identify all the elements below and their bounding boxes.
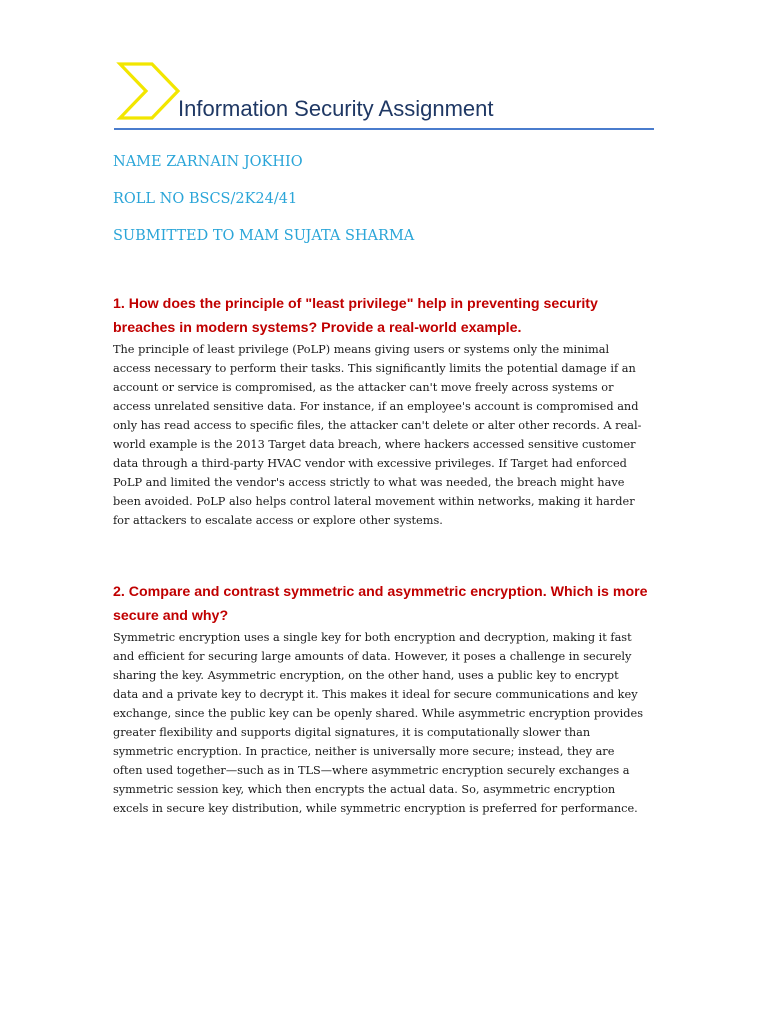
answer-line: often used together—such as in TLS—where asymmetric encryption securely exchanges a bbox=[113, 764, 630, 777]
answer-line: PoLP and limited the vendor's access strictly to what was needed, the breach might have bbox=[113, 476, 625, 489]
question-1-heading bbox=[113, 292, 658, 340]
answer-line: symmetric encryption. In practice, neither is universally more secure; instead, they are bbox=[113, 745, 615, 758]
answer-line: data and a private key to decrypt it. This makes it ideal for secure communications and key bbox=[113, 688, 638, 701]
answer-line: access unrelated sensitive data. For instance, if an employee's account is compromised and bbox=[113, 400, 639, 413]
question-1-heading-line: breaches in modern systems? Provide a real-world example. bbox=[113, 320, 522, 336]
answer-line: access necessary to perform their tasks. This significantly limits the potential damage if an bbox=[113, 362, 636, 375]
answer-line: only has read access to specific files, the attacker can't delete or alter other records. A real- bbox=[113, 419, 642, 432]
answer-line: and efficient for securing large amounts of data. However, it poses a challenge in securely bbox=[113, 650, 632, 663]
question-2-heading-line: secure and why? bbox=[113, 608, 229, 624]
answer-line: been avoided. PoLP also helps control lateral movement within networks, making it harder bbox=[113, 495, 635, 508]
answer-line: exchange, since the public key can be openly shared. While asymmetric encryption provides bbox=[113, 707, 644, 720]
answer-line: symmetric session key, which then encrypts the actual data. So, asymmetric encryption bbox=[113, 783, 616, 796]
chevron-arrow-icon bbox=[116, 62, 182, 120]
question-1-answer bbox=[113, 340, 658, 530]
answer-line: Symmetric encryption uses a single key for both encryption and decryption, making it fast bbox=[113, 631, 632, 644]
answer-line: excels in secure key distribution, while symmetric encryption is preferred for performance. bbox=[113, 802, 638, 815]
answer-line: for attackers to escalate access or explore other systems. bbox=[113, 514, 443, 527]
student-name: NAME ZARNAIN JOKHIO bbox=[113, 154, 303, 170]
roll-number: ROLL NO BSCS/2K24/41 bbox=[113, 191, 298, 207]
answer-line: greater flexibility and supports digital signatures, it is computationally slower than bbox=[113, 726, 591, 739]
answer-line: sharing the key. Asymmetric encryption, on the other hand, uses a public key to encrypt bbox=[113, 669, 619, 682]
title-divider bbox=[114, 128, 654, 130]
question-1-heading-line: 1. How does the principle of "least privilege" help in preventing security bbox=[113, 296, 598, 312]
submitted-to: SUBMITTED TO MAM SUJATA SHARMA bbox=[113, 228, 415, 244]
question-2-heading-line: 2. Compare and contrast symmetric and asymmetric encryption. Which is more bbox=[113, 584, 648, 600]
answer-line: The principle of least privilege (PoLP) means giving users or systems only the minimal bbox=[113, 343, 610, 356]
question-2-answer bbox=[113, 628, 658, 818]
answer-line: account or service is compromised, as the attacker can't move freely across systems or bbox=[113, 381, 614, 394]
answer-line: data through a third-party HVAC vendor with excessive privileges. If Target had enforced bbox=[113, 457, 627, 470]
question-2-heading bbox=[113, 580, 658, 628]
document-title: Information Security Assignment bbox=[178, 96, 494, 121]
answer-line: world example is the 2013 Target data breach, where hackers accessed sensitive customer bbox=[113, 438, 636, 451]
